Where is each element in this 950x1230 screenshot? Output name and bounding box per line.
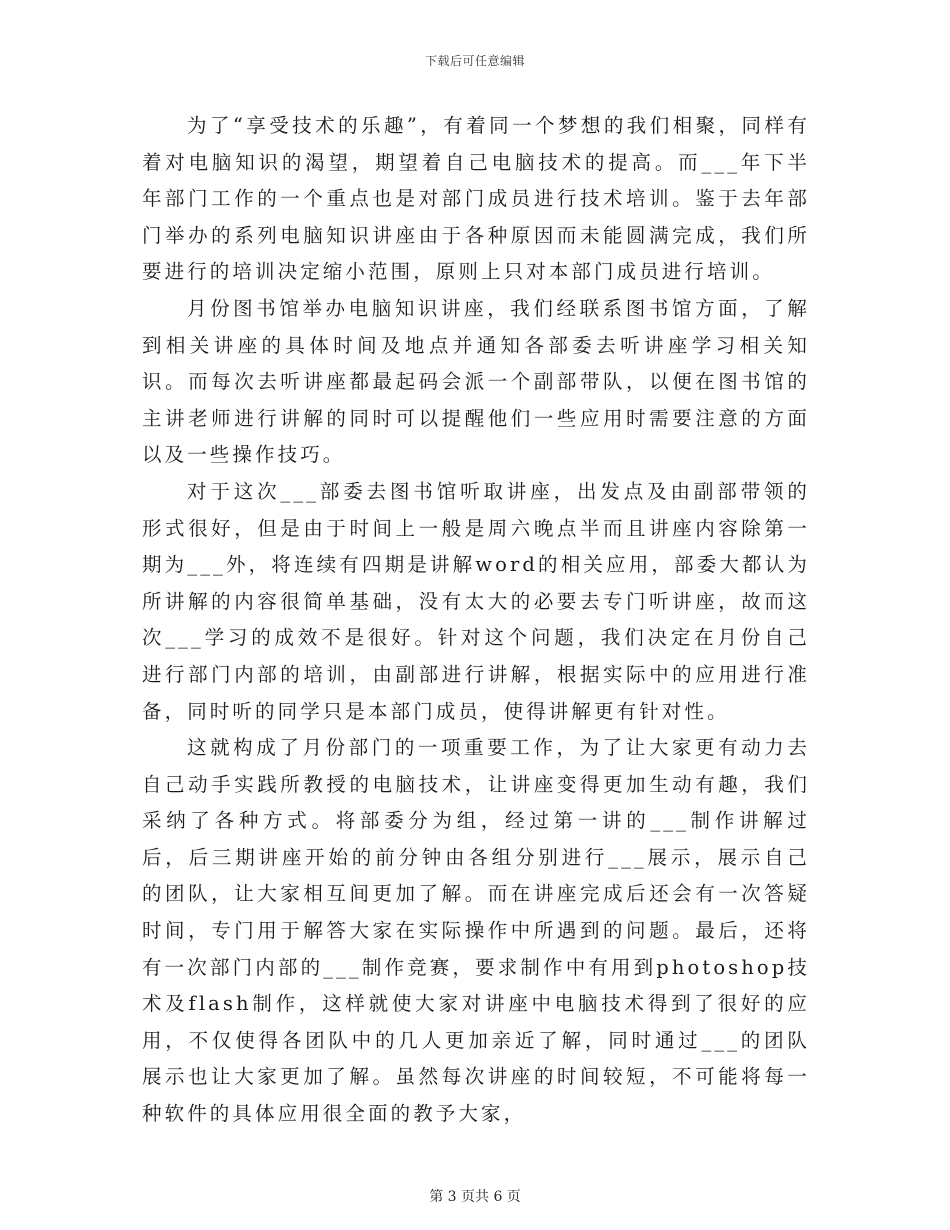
page-header: 下载后可任意编辑 — [424, 54, 525, 68]
paragraph-3: 对于这次___部委去图书馆听取讲座，出发点及由副部带领的形式很好，但是由于时间上一般是周六晚点半而且讲座内容除第一期为___外，将连续有四期是讲解word的相关应用，部委大都认为所讲解的内容很简单基础，没有太大的必要去专门听讲座，故而这次___学习的成效不是很好。针对这个问题，我们决定在月份自己进行部门内部的培训，由副部进行讲解，根据实际中的应用进行准备，同时听的同学只是本部门成员，使得讲解更有针对性。 — [142, 479, 810, 723]
paragraph-4: 这就构成了月份部门的一项重要工作，为了让大家更有动力去自己动手实践所教授的电脑技术，让讲座变得更加生动有趣，我们采纳了各种方式。将部委分为组，经过第一讲的___制作讲解过后，后三期讲座开始的前分钟由各组分别进行___展示，展示自己的团队，让大家相互间更加了解。而在讲座完成后还会有一次答疑时间，专门用于解答大家在实际操作中所遇到的问题。最后，还将有一次部门内部的___制作竞赛，要求制作中有用到photoshop技术及flash制作，这样就使大家对讲座中电脑技术得到了很好的应用，不仅使得各团队中的几人更加亲近了解，同时通过___的团队展示也让大家更加了解。虽然每次讲座的时间较短，不可能将每一种软件的具体应用很全面的教予大家， — [142, 736, 810, 1126]
document-body — [142, 108, 810, 1133]
paragraph-2: 月份图书馆举办电脑知识讲座，我们经联系图书馆方面，了解到相关讲座的具体时间及地点并通知各部委去听讲座学习相关知识。而每次去听讲座都最起码会派一个副部带队，以便在图书馆的主讲老师进行讲解的同时可以提醒他们一些应用时需要注意的方面以及一些操作技巧。 — [142, 296, 810, 467]
page-number: 第 3 页共 6 页 — [429, 1189, 521, 1205]
paragraph-1: 为了“享受技术的乐趣”，有着同一个梦想的我们相聚，同样有着对电脑知识的渴望，期望着自己电脑技术的提高。而___年下半年部门工作的一个重点也是对部门成员进行技术培训。鉴于去年部门举办的系列电脑知识讲座由于各种原因而未能圆满完成，我们所要进行的培训决定缩小范围，原则上只对本部门成员进行培训。 — [142, 114, 810, 284]
